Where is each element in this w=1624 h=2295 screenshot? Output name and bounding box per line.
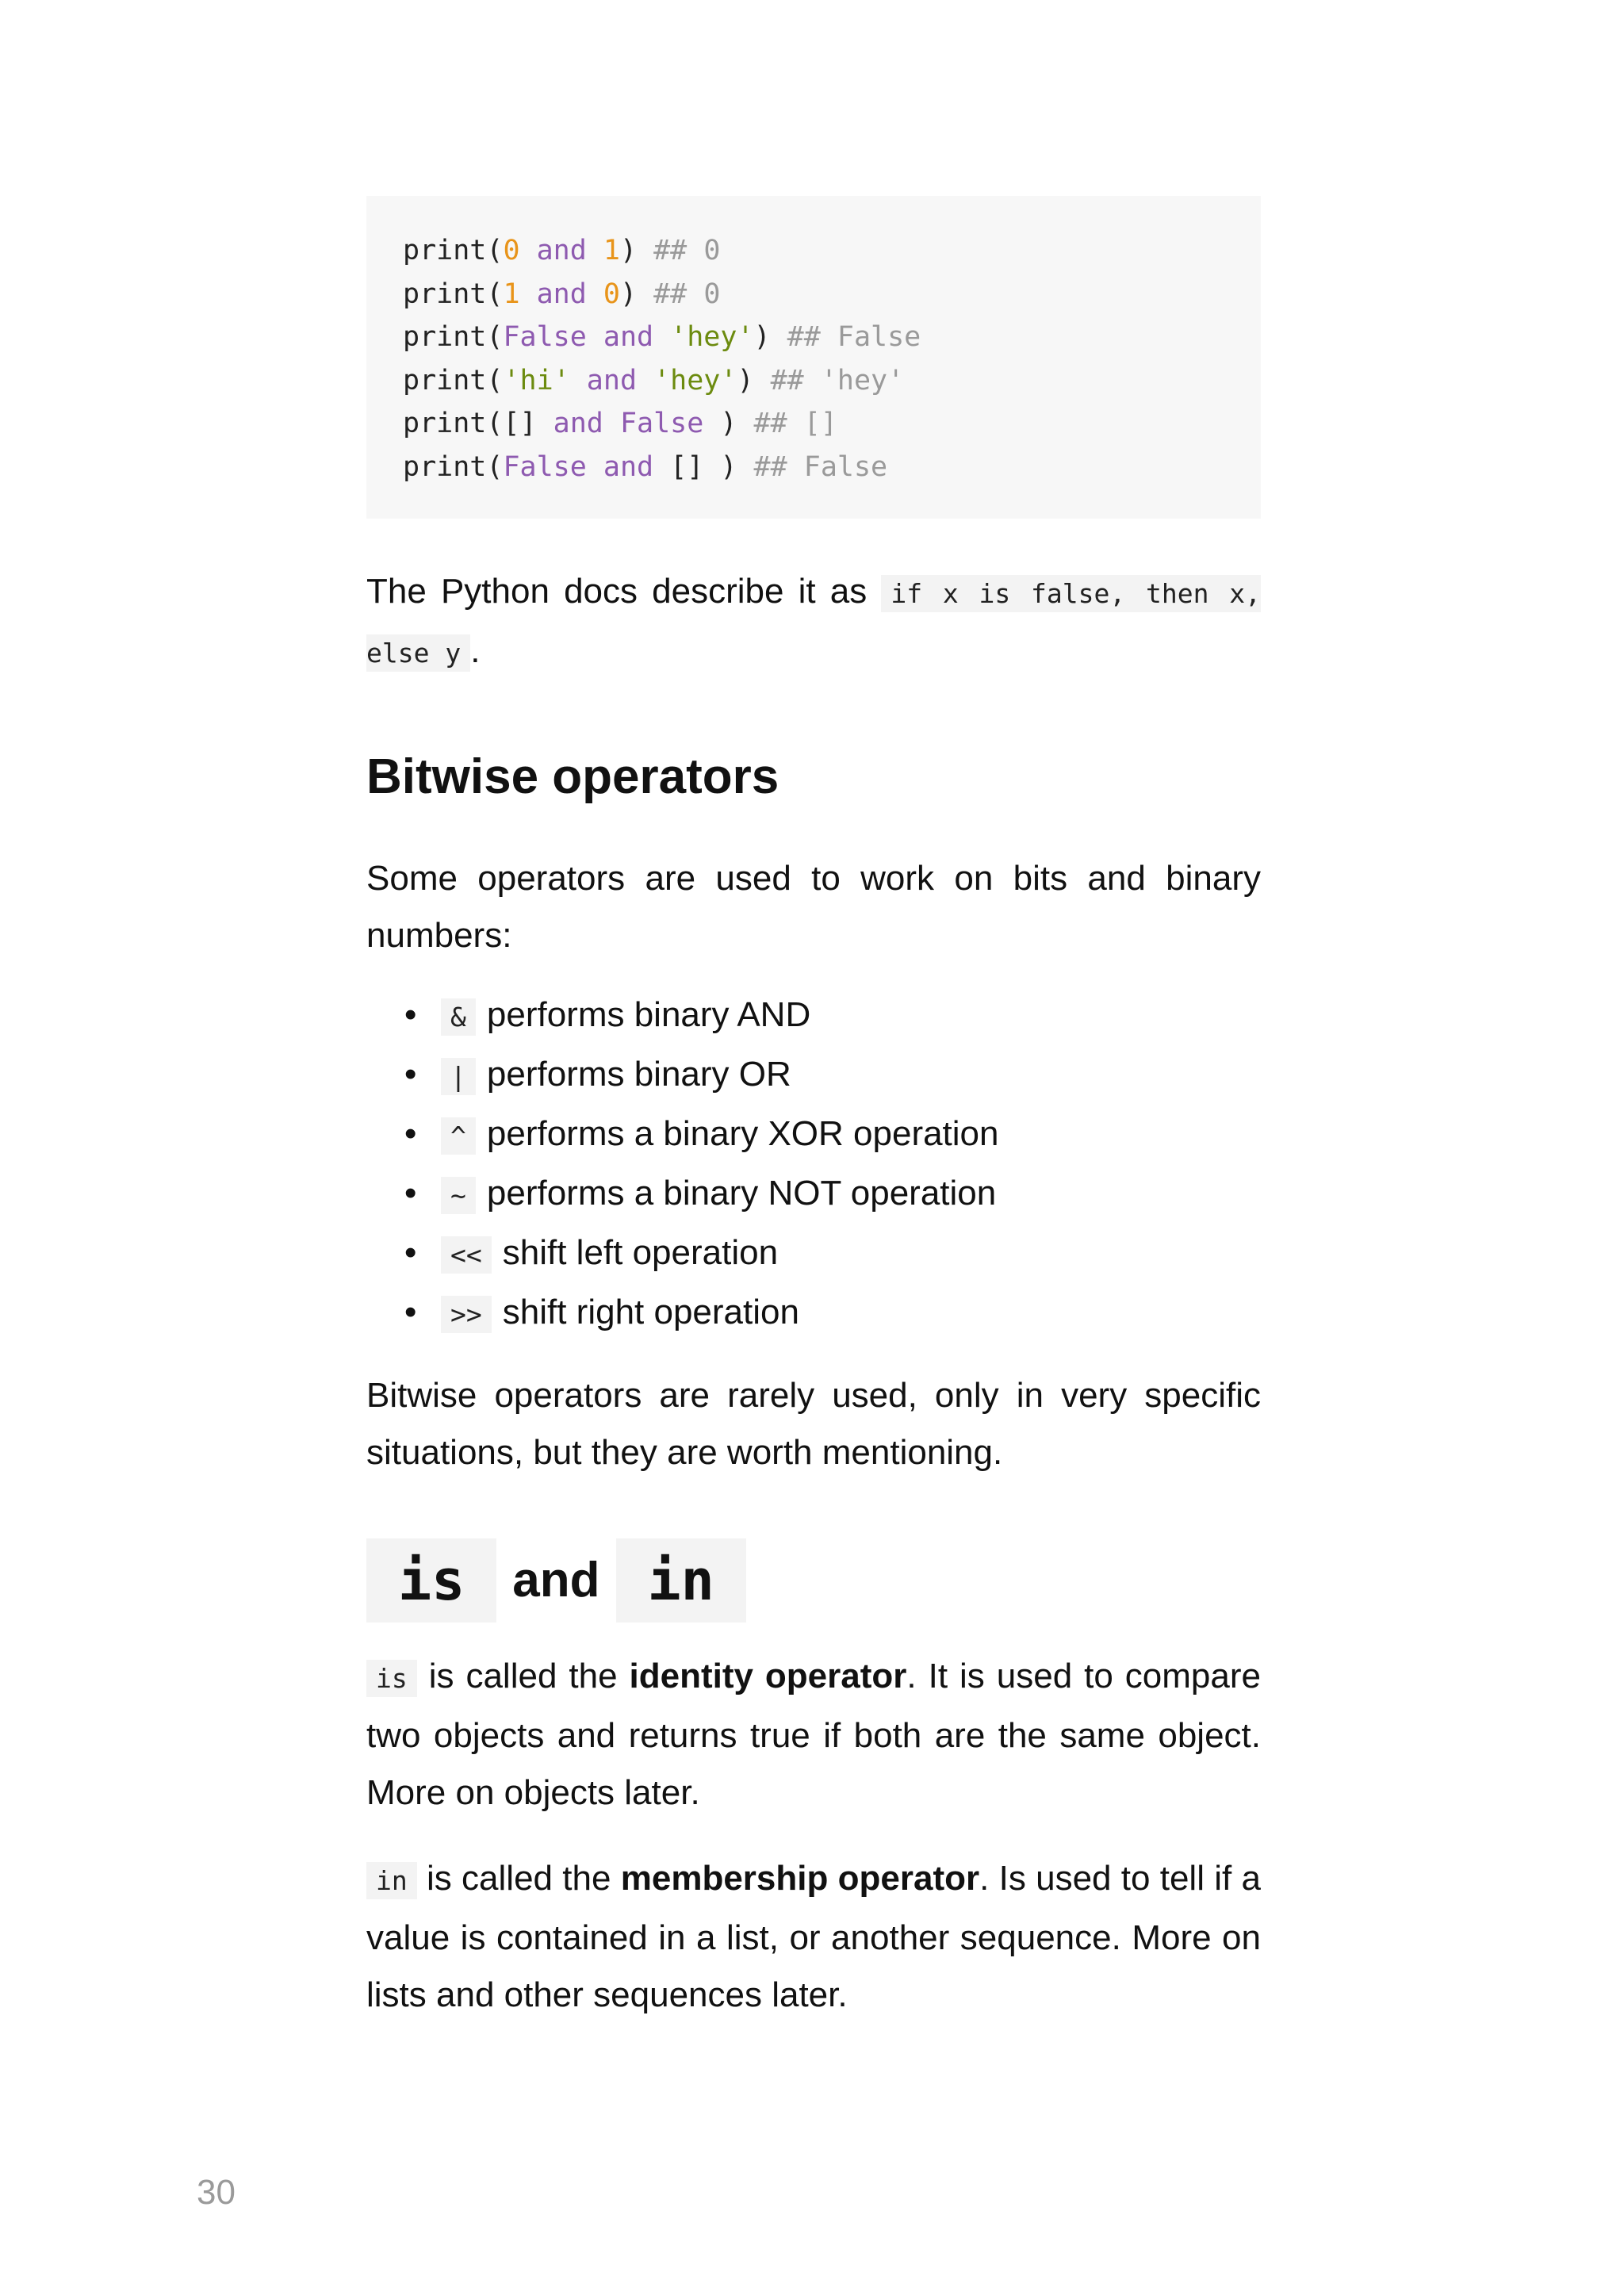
code-token: ) (737, 364, 771, 397)
bullet-icon: • (404, 1174, 417, 1213)
operator-description: performs a binary NOT operation (486, 1174, 997, 1213)
page-number: 30 (197, 2173, 236, 2212)
code-token: ## False (753, 450, 888, 483)
code-token: print( (403, 450, 504, 483)
code-token: ## 0 (653, 278, 721, 310)
operator-code: >> (441, 1296, 492, 1333)
bitwise-intro: Some operators are used to work on bits and binary numbers: (366, 859, 1261, 955)
list-item (404, 1165, 1261, 1224)
code-line (403, 316, 1224, 359)
code-token: ) (753, 321, 787, 353)
bullet-icon: • (404, 1233, 417, 1272)
heading-and: and (512, 1553, 600, 1607)
code-token: print( (403, 235, 504, 266)
operator-code: & (441, 998, 476, 1036)
code-token: ## 'hey' (770, 364, 905, 397)
code-token: ## False (787, 321, 921, 353)
code-token: and (519, 278, 603, 310)
docs-text-after: . (470, 631, 481, 670)
code-token: ## [] (753, 408, 837, 439)
is-text-2: . It is used to compare two objects and returns true if both are the same object. More on objects later. (366, 1657, 1261, 1812)
code-line (403, 359, 1224, 403)
code-token: 0 (503, 235, 520, 266)
bitwise-outro: Bitwise operators are rarely used, only in very specific situations, but they are worth mentioning. (366, 1376, 1261, 1472)
code-token: ) (619, 235, 654, 266)
page-content (366, 196, 1261, 2024)
bullet-icon: • (404, 1055, 417, 1094)
code-token: [] ) (653, 450, 754, 483)
code-line (403, 229, 1224, 273)
in-text-2: . Is used to tell if a value is contained in a list, or another sequence. More on lists and other sequences later. (366, 1859, 1261, 2014)
operator-code: << (441, 1236, 492, 1274)
bullet-icon: • (404, 1293, 417, 1331)
code-token (587, 451, 603, 483)
list-item (404, 1105, 1261, 1165)
operator-code: ^ (441, 1117, 476, 1155)
code-token (603, 408, 620, 439)
bitwise-heading: Bitwise operators (366, 749, 779, 804)
list-item (404, 1224, 1261, 1284)
code-line (403, 273, 1224, 316)
is-and-in-heading (366, 1537, 1261, 1624)
operator-description: shift right operation (502, 1293, 799, 1331)
code-token: False (619, 408, 704, 439)
bitwise-operator-list (366, 987, 1261, 1343)
docs-text-before: The Python docs describe it as (366, 572, 882, 611)
code-token: 'hey' (653, 364, 737, 397)
is-inline-code: is (366, 1660, 417, 1697)
bullet-icon: • (404, 995, 417, 1034)
operator-description: performs a binary XOR operation (486, 1114, 999, 1153)
heading-code-in: in (616, 1538, 746, 1623)
code-token: ) (619, 278, 654, 310)
code-token: and (519, 235, 603, 266)
code-token: and (553, 408, 603, 439)
bullet-icon: • (404, 1114, 417, 1153)
code-token: 'hi' (503, 364, 570, 397)
code-token: ## 0 (653, 235, 721, 266)
operator-code: ~ (441, 1177, 476, 1214)
list-item (404, 1046, 1261, 1105)
operator-description: performs binary AND (486, 995, 811, 1034)
operator-code: | (441, 1058, 476, 1095)
code-token: 'hey' (670, 321, 754, 353)
heading-code-is: is (366, 1538, 496, 1623)
code-line (403, 446, 1224, 489)
code-token: print( (403, 278, 504, 310)
in-text-1: is called the (416, 1859, 621, 1898)
membership-operator-term: membership operator (620, 1859, 980, 1898)
code-token: and (603, 450, 654, 483)
operator-description: shift left operation (502, 1233, 779, 1272)
docs-paragraph (366, 563, 1261, 682)
code-block (366, 196, 1261, 519)
code-token: ) (703, 408, 754, 439)
code-token: and (569, 364, 654, 397)
code-token: 0 (603, 278, 620, 310)
code-token: 1 (603, 235, 620, 266)
membership-operator-paragraph (366, 1850, 1261, 2024)
is-text-1: is called the (416, 1657, 630, 1695)
operator-description: performs binary OR (486, 1055, 791, 1094)
code-token: print( (403, 364, 504, 397)
code-token: 1 (503, 278, 520, 310)
in-inline-code: in (366, 1862, 417, 1899)
code-token: False (503, 321, 587, 353)
docs-inline-code: if x is false, then x, else y (366, 575, 1261, 672)
code-token: False (503, 450, 587, 483)
code-token: print( (403, 321, 504, 353)
identity-operator-paragraph (366, 1648, 1261, 1822)
identity-operator-term: identity operator (629, 1657, 907, 1695)
code-line (403, 402, 1224, 446)
code-token: print([] (403, 408, 553, 439)
list-item (404, 1284, 1261, 1343)
code-token: and (586, 321, 671, 353)
list-item (404, 987, 1261, 1046)
